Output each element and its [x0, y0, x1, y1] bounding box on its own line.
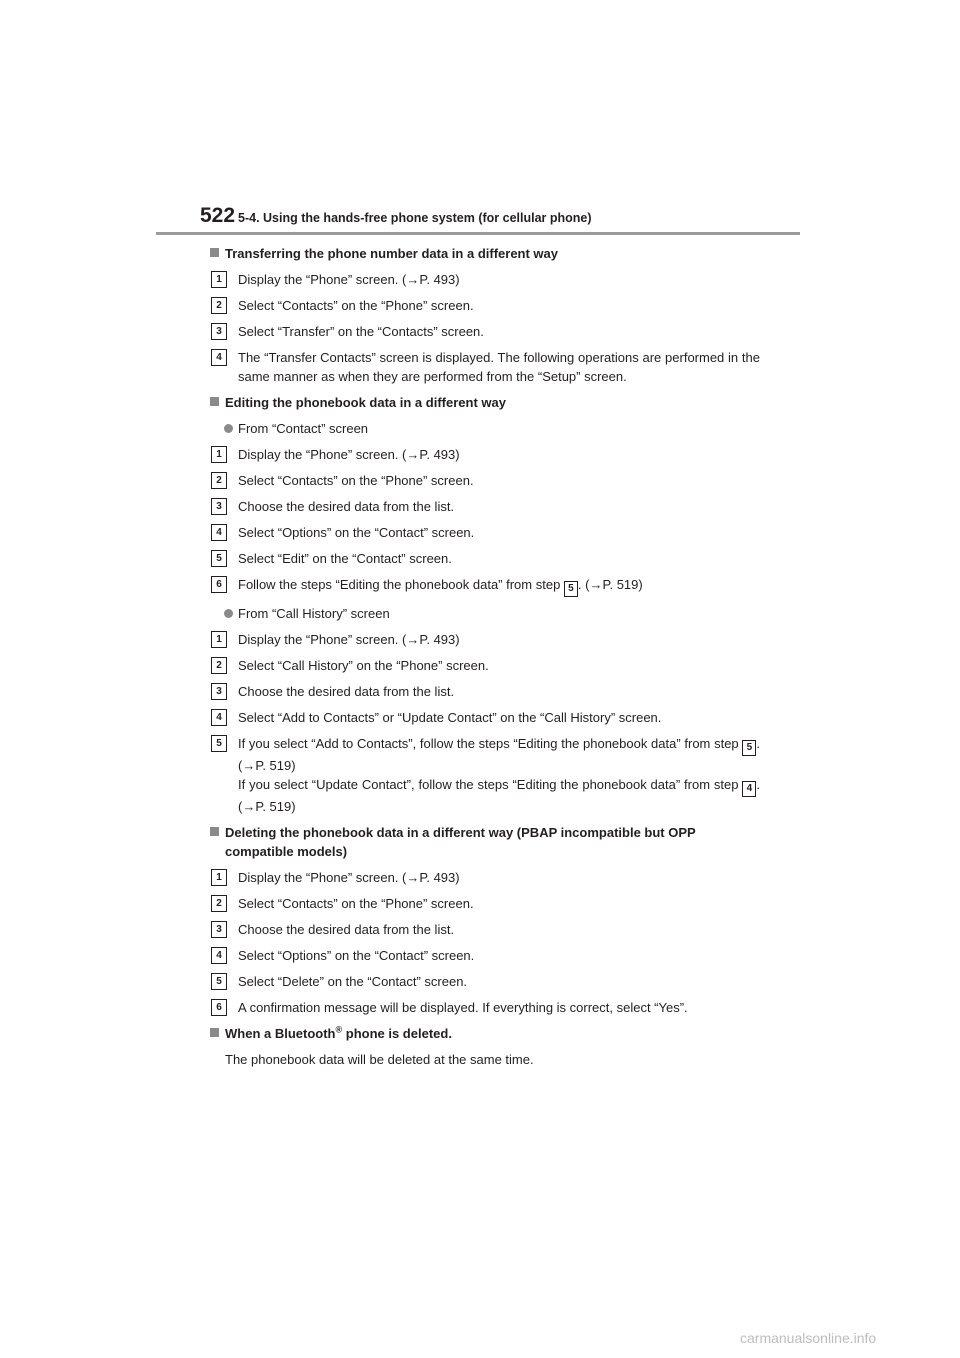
- step-item: [210, 972, 760, 991]
- section-title: 5-4. Using the hands-free phone system (for cellular phone): [238, 211, 592, 225]
- step-text: Select “Delete” on the “Contact” screen.: [238, 974, 468, 989]
- step-item: [210, 497, 760, 516]
- step-item: [210, 549, 760, 568]
- step-item: [210, 868, 760, 887]
- step-number: 5: [211, 550, 227, 567]
- step-item: [210, 708, 760, 727]
- step-number: 2: [211, 895, 227, 912]
- step-number: 3: [211, 921, 227, 938]
- step-text: Display the “Phone” screen. (→P. 493): [238, 447, 460, 462]
- heading-transfer: Transferring the phone number data in a different way: [210, 244, 760, 263]
- step-item: [210, 920, 760, 939]
- step-reference: 5: [564, 581, 578, 597]
- step-number: 4: [211, 709, 227, 726]
- step-item: [210, 575, 760, 597]
- round-bullet-icon: [224, 424, 233, 433]
- step-number: 2: [211, 472, 227, 489]
- step-number: 4: [211, 524, 227, 541]
- step-number: 5: [211, 735, 227, 752]
- step-number: 1: [211, 271, 227, 288]
- header-rule: [156, 232, 800, 235]
- step-text: Display the “Phone” screen. (→P. 493): [238, 870, 460, 885]
- step-number: 6: [211, 999, 227, 1016]
- heading-bluetooth: When a Bluetooth® phone is deleted.: [210, 1024, 760, 1043]
- step-number: 6: [211, 576, 227, 593]
- step-number: 5: [211, 973, 227, 990]
- step-text: Display the “Phone” screen. (→P. 493): [238, 272, 460, 287]
- step-item: [210, 322, 760, 341]
- step-item: [210, 296, 760, 315]
- step-text: Select “Transfer” on the “Contacts” screen.: [238, 324, 484, 339]
- step-text: Display the “Phone” screen. (→P. 493): [238, 632, 460, 647]
- step-item: [210, 348, 760, 386]
- step-item: [210, 270, 760, 289]
- step-text: Select “Call History” on the “Phone” screen.: [238, 658, 489, 673]
- step-item: [210, 523, 760, 542]
- step-item: [210, 946, 760, 965]
- step-text: Choose the desired data from the list.: [238, 499, 455, 514]
- round-bullet-icon: [224, 609, 233, 618]
- step-text: Select “Options” on the “Contact” screen.: [238, 948, 475, 963]
- square-bullet-icon: [210, 397, 219, 406]
- step-text: A confirmation message will be displayed. If everything is correct, select “Yes”.: [238, 1000, 688, 1015]
- step-number: 2: [211, 297, 227, 314]
- step-text: Select “Edit” on the “Contact” screen.: [238, 551, 452, 566]
- step-number: 4: [211, 349, 227, 366]
- square-bullet-icon: [210, 1028, 219, 1037]
- subheading-from-contact: From “Contact” screen: [210, 419, 760, 438]
- step-text: Select “Options” on the “Contact” screen.: [238, 525, 475, 540]
- step-text: Select “Add to Contacts” or “Update Contact” on the “Call History” screen.: [238, 710, 662, 725]
- step-item: [210, 471, 760, 490]
- bluetooth-note: The phonebook data will be deleted at the same time.: [225, 1052, 534, 1067]
- registered-mark: ®: [335, 1024, 343, 1035]
- page-reference: . (→P. 519): [577, 577, 643, 592]
- step-item: [210, 734, 760, 816]
- step-number: 1: [211, 446, 227, 463]
- step-text: Choose the desired data from the list.: [238, 922, 455, 937]
- step-text-line: If you select “Update Contact”, follow the steps “Editing the phonebook data” from step 4 . (→P. 519): [238, 777, 760, 814]
- square-bullet-icon: [210, 248, 219, 257]
- step-item: [210, 445, 760, 464]
- step-item: [210, 630, 760, 649]
- step-reference: 5: [742, 740, 756, 756]
- step-item: [210, 894, 760, 913]
- step-item: [210, 682, 760, 701]
- step-text: Follow the steps “Editing the phonebook data” from step: [238, 577, 564, 592]
- step-number: 1: [211, 631, 227, 648]
- step-number: 3: [211, 323, 227, 340]
- page-reference: . (→P. 519): [238, 736, 760, 773]
- step-number: 3: [211, 498, 227, 515]
- step-item: [210, 998, 760, 1017]
- heading-delete: Deleting the phonebook data in a different way (PBAP incompatible but OPP compatible models): [210, 823, 760, 861]
- heading-edit: Editing the phonebook data in a different way: [210, 393, 760, 412]
- page-content: [210, 244, 760, 1069]
- page-number: 522: [200, 204, 236, 227]
- step-text: Select “Contacts” on the “Phone” screen.: [238, 298, 474, 313]
- page-header: [200, 204, 800, 234]
- step-number: 1: [211, 869, 227, 886]
- step-reference: 4: [742, 781, 756, 797]
- step-number: 4: [211, 947, 227, 964]
- step-text: Select “Contacts” on the “Phone” screen.: [238, 473, 474, 488]
- step-text: Choose the desired data from the list.: [238, 684, 455, 699]
- square-bullet-icon: [210, 827, 219, 836]
- step-text: Select “Contacts” on the “Phone” screen.: [238, 896, 474, 911]
- step-number: 2: [211, 657, 227, 674]
- step-text-line: If you select “Add to Contacts”, follow the steps “Editing the phonebook data” from step 5 . (→P. 519): [238, 736, 760, 773]
- page-reference: . (→P. 519): [238, 777, 760, 814]
- watermark: carmanualsonline.info: [740, 1330, 877, 1346]
- step-number: 3: [211, 683, 227, 700]
- step-item: [210, 656, 760, 675]
- step-text: The “Transfer Contacts” screen is displayed. The following operations are performed in the same manner as when they are performed from the “Setup” screen.: [238, 350, 760, 384]
- subheading-from-call-history: From “Call History” screen: [210, 604, 760, 623]
